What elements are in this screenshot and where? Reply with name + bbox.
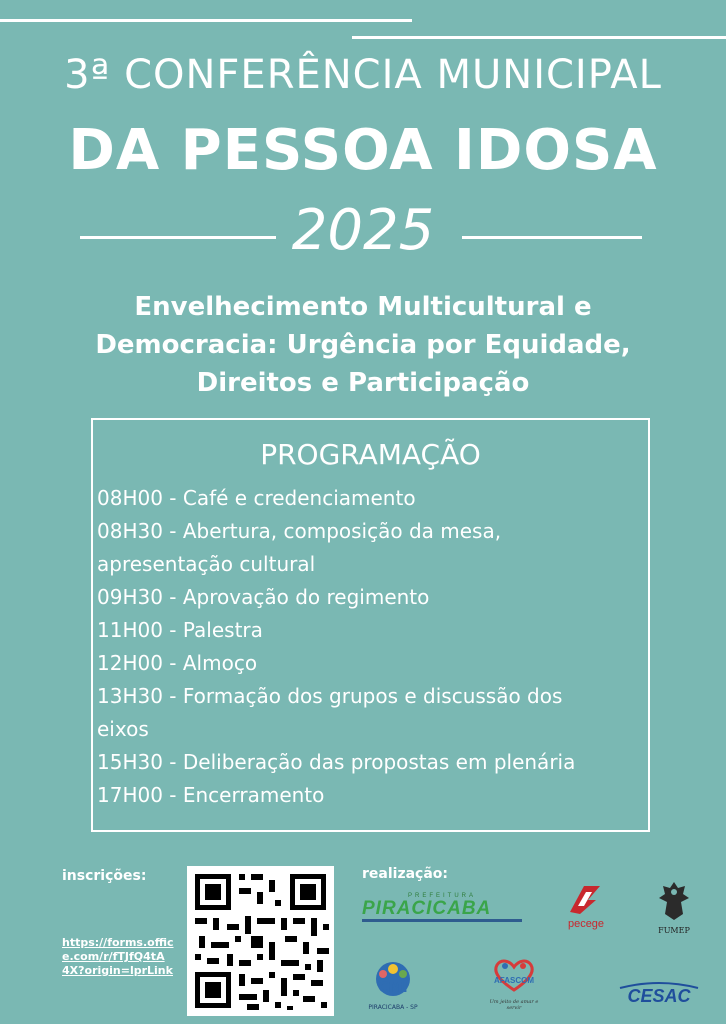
registration-link[interactable] [62,936,174,978]
registration-label: inscrições: [62,868,147,884]
theme-line-1: Envelhecimento Multicultural e [134,292,592,322]
program-item: 12H00 - Almoço [97,651,258,675]
program-box [91,418,650,832]
heart-people-icon [489,956,539,992]
cmi-logo-text: CMI [378,980,408,996]
cmi-logo-sub: PIRACICABA - SP [368,1004,418,1011]
theme-line-2: Democracia: Urgência por Equidade, [95,330,631,360]
program-item: 17H00 - Encerramento [97,783,325,807]
registration-link-line-3[interactable]: 4X?origin=lprLink [62,964,173,977]
pecege-icon [566,882,606,916]
registration-link-line-1[interactable]: https://forms.offic [62,936,174,949]
cesac-logo [614,980,704,1010]
program-item: 15H30 - Deliberação das propostas em plenária [97,750,576,774]
program-item: 09H30 - Aprovação do regimento [97,585,430,609]
afascom-logo [484,956,544,1011]
fumep-logo [652,880,696,935]
program-item: 11H00 - Palestra [97,618,263,642]
pecege-logo-text: pecege [567,918,605,930]
title-line-1: 3ª CONFERÊNCIA MUNICIPAL [64,52,662,98]
program-item: 08H30 - Abertura, composição da mesa, [97,519,502,543]
theme [40,288,686,402]
top-right-line [352,36,726,39]
title-line-2: DA PESSOA IDOSA [68,118,658,183]
program-item: 08H00 - Café e credenciamento [97,486,416,510]
program-title: PROGRAMAÇÃO [260,438,481,471]
cmi-logo [362,960,424,1011]
program-list [97,482,647,812]
piracicaba-logo-top: PREFEITURA [407,893,476,899]
organizers-label: realização: [362,866,449,882]
fumep-logo-text: FUMEP [658,926,690,935]
afascom-logo-sub: Um jeito de amar e servir [489,999,539,1011]
eagle-icon [657,880,691,922]
pecege-logo [560,882,612,930]
year-right-line [462,236,642,239]
piracicaba-logo-main: PIRACICABA [362,899,522,922]
program-item: 13H30 - Formação dos grupos e discussão dos [97,684,563,708]
piracicaba-logo [362,893,522,922]
year: 2025 [291,198,435,263]
registration-link-line-2[interactable]: e.com/r/fTJfQ4tA [62,950,165,963]
top-left-line [0,19,412,22]
theme-line-3: Direitos e Participação [196,368,530,398]
program-item: apresentação cultural [97,552,316,576]
afascom-logo-text: AFASCOM [494,976,534,985]
program-item: eixos [97,717,149,741]
cesac-logo-text: CESAC [627,986,691,1006]
qr-code[interactable] [187,866,334,1016]
